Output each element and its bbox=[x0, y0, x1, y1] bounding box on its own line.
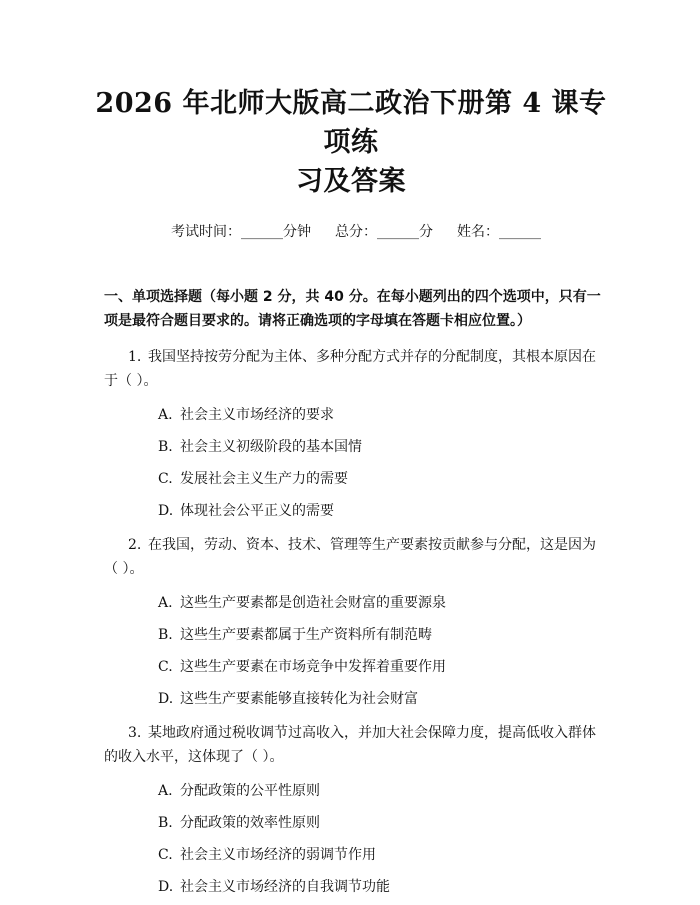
title-line-2: 习及答案 bbox=[296, 166, 406, 197]
question-2 bbox=[104, 533, 608, 581]
option-text: 发展社会主义生产力的需要 bbox=[180, 471, 348, 487]
question-number: 1. bbox=[128, 349, 142, 365]
option-b bbox=[158, 437, 608, 457]
document-title bbox=[94, 84, 608, 201]
option-letter: D. bbox=[158, 503, 174, 519]
option-c bbox=[158, 845, 608, 865]
exam-score: 总分：______分 bbox=[335, 224, 433, 240]
section-heading: 一、单项选择题（每小题 2 分，共 40 分。在每小题列出的四个选项中，只有一项是最符合题目要求的。请将正确选项的字母填在答题卡相应位置。） bbox=[104, 289, 601, 329]
option-letter: D. bbox=[158, 691, 174, 707]
option-letter: B. bbox=[158, 439, 173, 455]
option-letter: D. bbox=[158, 879, 174, 895]
question-3-options bbox=[104, 781, 608, 897]
question-stem: 我国坚持按劳分配为主体、多种分配方式并存的分配制度，其根本原因在于（ ）。 bbox=[104, 349, 596, 389]
option-c bbox=[158, 469, 608, 489]
student-name: 姓名：______ bbox=[457, 224, 541, 240]
option-text: 这些生产要素都属于生产资料所有制范畴 bbox=[180, 627, 432, 643]
option-c bbox=[158, 657, 608, 677]
question-1-options bbox=[104, 405, 608, 521]
option-text: 体现社会公平正义的需要 bbox=[180, 503, 334, 519]
option-letter: C. bbox=[158, 471, 173, 487]
question-1 bbox=[104, 345, 608, 393]
option-a bbox=[158, 405, 608, 425]
option-text: 这些生产要素在市场竞争中发挥着重要作用 bbox=[180, 659, 446, 675]
question-stem: 在我国，劳动、资本、技术、管理等生产要素按贡献参与分配，这是因为（ ）。 bbox=[104, 537, 596, 577]
option-text: 社会主义市场经济的弱调节作用 bbox=[180, 847, 376, 863]
option-letter: B. bbox=[158, 627, 173, 643]
option-letter: B. bbox=[158, 815, 173, 831]
option-text: 社会主义市场经济的自我调节功能 bbox=[180, 879, 390, 895]
option-text: 社会主义初级阶段的基本国情 bbox=[180, 439, 362, 455]
option-text: 分配政策的公平性原则 bbox=[180, 783, 320, 799]
question-number: 3. bbox=[128, 725, 142, 741]
option-b bbox=[158, 625, 608, 645]
title-line-1: 2026 年北师大版高二政治下册第 4 课专项练 bbox=[95, 88, 607, 158]
option-b bbox=[158, 813, 608, 833]
option-text: 这些生产要素都是创造社会财富的重要源泉 bbox=[180, 595, 446, 611]
option-letter: A. bbox=[158, 783, 173, 799]
option-d bbox=[158, 877, 608, 897]
question-number: 2. bbox=[128, 537, 142, 553]
option-a bbox=[158, 781, 608, 801]
option-text: 分配政策的效率性原则 bbox=[180, 815, 320, 831]
option-letter: C. bbox=[158, 659, 173, 675]
option-letter: A. bbox=[158, 407, 173, 423]
question-3 bbox=[104, 721, 608, 769]
option-letter: A. bbox=[158, 595, 173, 611]
option-d bbox=[158, 689, 608, 709]
question-stem: 某地政府通过税收调节过高收入，并加大社会保障力度，提高低收入群体的收入水平，这体现了（ ）。 bbox=[104, 725, 596, 765]
option-d bbox=[158, 501, 608, 521]
option-text: 这些生产要素能够直接转化为社会财富 bbox=[180, 691, 418, 707]
exam-meta bbox=[104, 221, 608, 241]
option-a bbox=[158, 593, 608, 613]
option-text: 社会主义市场经济的要求 bbox=[180, 407, 334, 423]
option-letter: C. bbox=[158, 847, 173, 863]
exam-time: 考试时间：______分钟 bbox=[171, 224, 311, 240]
question-2-options bbox=[104, 593, 608, 709]
